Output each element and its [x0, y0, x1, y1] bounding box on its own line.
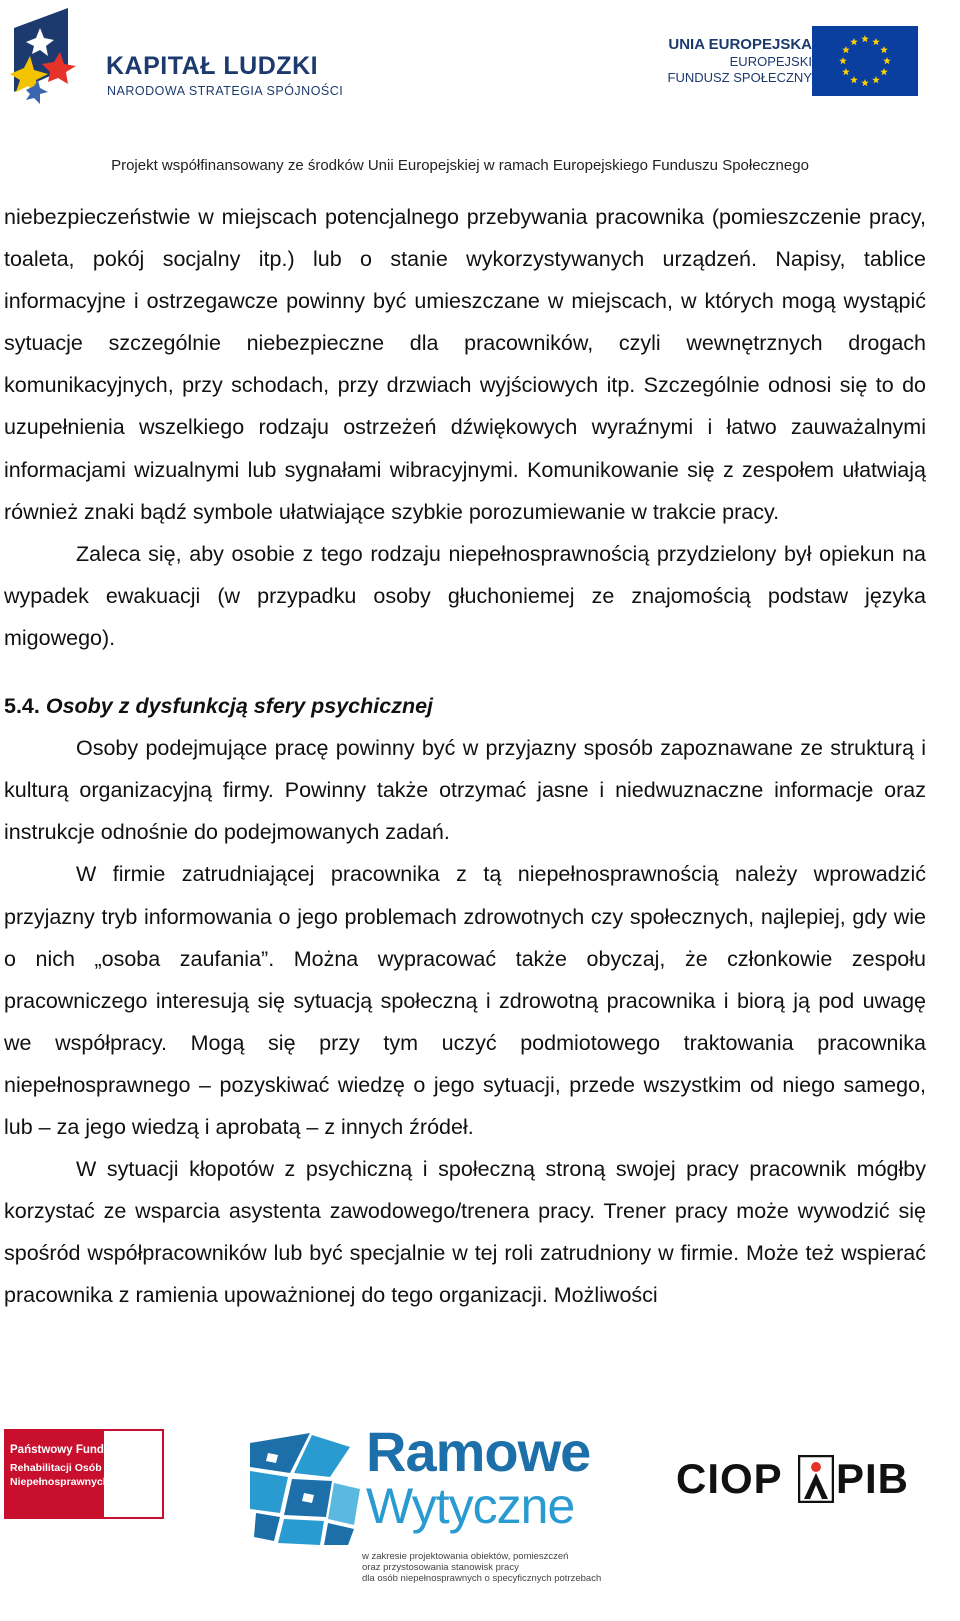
rw-desc-line-2: oraz przystosowania stanowisk pracy: [362, 1562, 519, 1573]
pfron-line-1: Państwowy Fundusz: [10, 1444, 124, 1456]
section-title: Osoby z dysfunkcją sfery psychicznej: [45, 694, 434, 719]
ciop-person-icon: [798, 1455, 834, 1503]
pfron-text: [10, 1443, 123, 1489]
page-header: [0, 0, 960, 185]
kapital-ludzki-logo: [6, 8, 346, 118]
paragraph-5: W sytuacji kłopotów z psychiczną i społeczną stroną swojej pracy pracownik mógłby korzystać ze wsparcia asystenta zawodowego/trenera pracy. Trener pracy może wywodzić się spośród współpracowników lub być specjalnie w tej roli zatrudniony w firmie. Może też wspierać pracownika z ramienia upoważnionej do tego organizacji. Możliwości: [4, 1157, 926, 1308]
paragraph-1: niebezpieczeństwie w miejscach potencjalnego przebywania pracownika (pomieszczenie pracy, toaleta, pokój socjalny itp.) lub o stanie wykorzystywanych urządzeń. Napisy, tablice informacyjne i ostrzegawcze powinny być umieszczane w miejscach, w których mogą wystąpić sytuacje szczególnie niebezpieczne dla pracowników, czyli wewnętrznych drogach komunikacyjnych, przy schodach, przy drzwiach wyjściowych itp. Szczególnie odnosi się to do uzupełnienia wszelkiego rodzaju ostrzeżeń dźwiękowych wyraźnymi i łatwo zauważalnymi informacjami wizualnymi lub sygnałami wibracyjnymi. Komunikowanie się z zespołem ułatwiają również znaki bądź symbole ułatwiające szybkie porozumiewanie w trakcie pracy.: [4, 205, 926, 524]
pfron-logo: [4, 1429, 164, 1519]
kapital-ludzki-subtitle: NARODOWA STRATEGIA SPÓJNOŚCI: [107, 84, 344, 98]
kapital-ludzki-star-icon: [6, 8, 96, 118]
pfron-line-2: Rehabilitacji Osób: [10, 1462, 102, 1474]
rw-desc-line-3: dla osób niepełnosprawnych o specyficznych potrzebach: [362, 1573, 602, 1584]
eu-line-3: FUNDUSZ SPOŁECZNY: [667, 70, 812, 85]
ciop-text: CIOP: [676, 1455, 783, 1502]
pfron-line-3: Niepełnosprawnych: [10, 1476, 110, 1488]
kapital-ludzki-title: KAPITAŁ LUDZKI: [106, 52, 319, 80]
pib-text: PIB: [836, 1455, 910, 1502]
project-cofinancing-note: Projekt współfinansowany ze środków Unii Europejskiej w ramach Europejskiego Funduszu Społecznego: [111, 157, 809, 174]
rw-desc-line-1: w zakresie projektowania obiektów, pomieszczeń: [362, 1551, 569, 1562]
paragraph-3: Osoby podejmujące pracę powinny być w przyjazny sposób zapoznawane ze strukturą i kulturą organizacyjną firmy. Powinny także otrzymać jasne i niedwuznaczne informacje oraz instrukcje odnośnie do podejmowanych zadań.: [4, 736, 926, 845]
section-number: 5.4.: [4, 694, 40, 719]
section-heading: [4, 685, 926, 727]
document-body: [4, 196, 926, 1316]
eu-line-1: UNIA EUROPEJSKA: [668, 36, 812, 53]
eu-line-2: EUROPEJSKI: [729, 54, 812, 69]
paragraph-4: W firmie zatrudniającej pracownika z tą niepełnosprawnością należy wprowadzić przyjazny tryb informowania o jego problemach zdrowotnych czy społecznych, najlepiej, gdy wie o nich „osoba zaufania”. Można wypracować także obyczaj, że członkowie zespołu pracowniczego interesują się sytuacją społeczną i zdrowotną pracownika i biorą ją pod uwagę we współpracy. Mogą się przy tym uczyć podmiotowego traktowania pracownika niepełnosprawnego – pozyskiwać wiedzę o jego sytuacji, przede wszystkim od niego samego, lub – za jego wiedzą i aprobatą – z innych źródeł.: [4, 862, 926, 1139]
ramowe-wytyczne-description: [362, 1551, 601, 1584]
ciop-pib-logo: [676, 1455, 932, 1505]
paragraph-2: Zaleca się, aby osobie z tego rodzaju niepełnosprawnością przydzielony był opiekun na wypadek ewakuacji (w przypadku osoby głuchoniemej ze znajomością podstaw języka migowego).: [4, 541, 926, 650]
eu-logo: [640, 26, 940, 106]
eu-logo-text: [668, 36, 812, 86]
wytyczne-title: Wytyczne: [366, 1478, 575, 1534]
ramowe-title: Ramowe: [366, 1420, 591, 1483]
page-footer: [0, 1415, 960, 1621]
eu-flag-icon: [812, 26, 918, 96]
ramowe-wytyczne-logo: [250, 1420, 610, 1621]
ramowe-wytyczne-mosaic-icon: [250, 1433, 360, 1545]
